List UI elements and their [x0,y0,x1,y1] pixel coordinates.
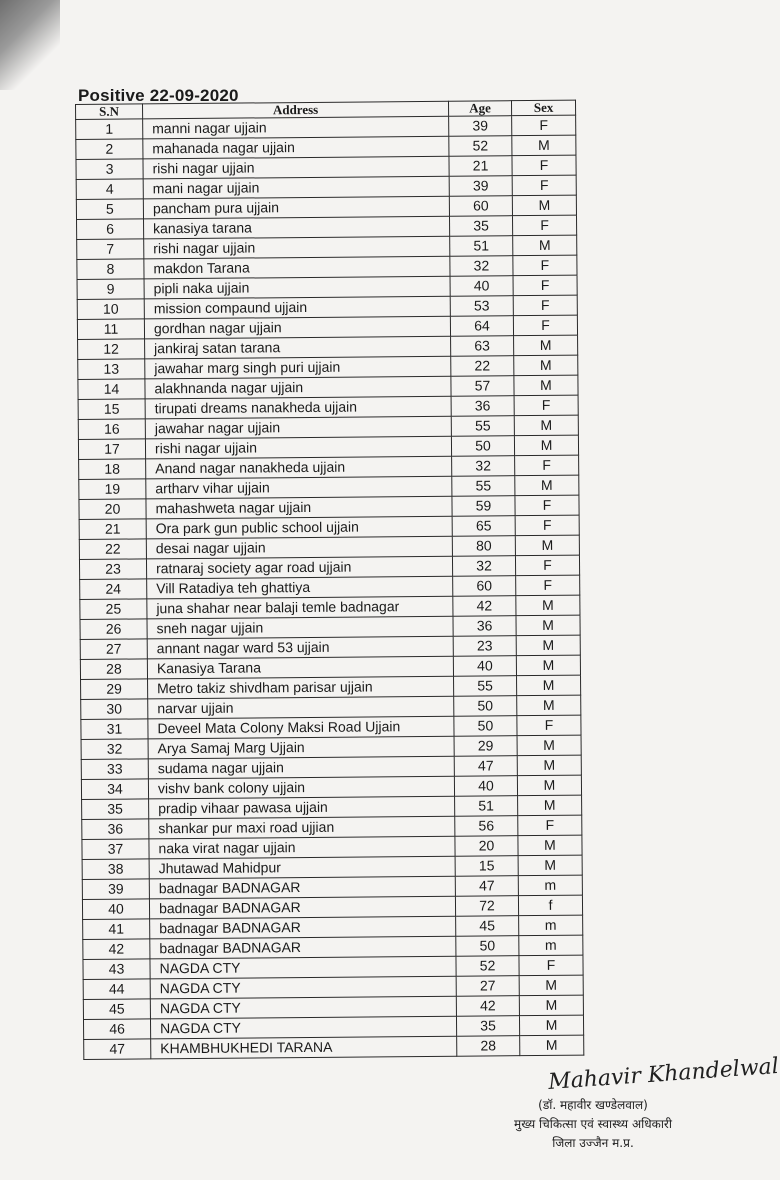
cell-sn: 36 [82,819,149,840]
cell-sex: F [513,255,577,276]
cell-address: badnagar BADNAGAR [149,876,455,899]
cell-age: 21 [449,156,512,177]
cell-age: 47 [455,876,518,897]
cell-sex: M [517,755,581,776]
cell-address: annant nagar ward 53 ujjain [147,636,453,659]
stamp-district: जिला उज्जैन म.प्र. [552,1136,634,1150]
cell-address: manni nagar ujjain [143,116,449,139]
cell-sn: 22 [79,539,146,560]
cell-sn: 6 [77,219,144,240]
cell-age: 55 [454,676,517,697]
cell-age: 55 [452,476,515,497]
cell-age: 40 [454,776,517,797]
cell-age: 40 [450,276,513,297]
cell-age: 51 [450,236,513,257]
cell-sn: 30 [81,699,148,720]
cell-sn: 10 [77,299,144,320]
cell-address: NAGDA CTY [150,956,456,979]
cell-address: sneh nagar ujjain [147,616,453,639]
cell-address: NAGDA CTY [150,976,456,999]
cell-address: mahashweta nagar ujjain [146,496,452,519]
cell-sn: 28 [80,659,147,680]
cell-sn: 43 [83,959,150,980]
cell-address: NAGDA CTY [150,996,456,1019]
cell-address: pipli naka ujjain [144,276,450,299]
cell-age: 40 [453,656,516,677]
cell-address: artharv vihar ujjain [146,476,452,499]
cell-address: Ora park gun public school ujjain [146,516,452,539]
cell-sn: 37 [82,839,149,860]
cell-address: sudama nagar ujjain [148,756,454,779]
cell-address: badnagar BADNAGAR [150,916,456,939]
cell-sex: M [512,135,576,156]
cell-sex: M [519,1015,583,1036]
cell-sn: 11 [77,319,144,340]
cell-sex: M [514,415,578,436]
cell-sn: 21 [79,519,146,540]
table-body [76,115,584,1059]
cell-sn: 8 [77,259,144,280]
page-corner-shadow [0,0,60,90]
cell-sex: F [512,115,576,136]
cell-sex: m [519,935,583,956]
cell-sn: 5 [76,199,143,220]
stamp-name: (डॉ. महावीर खण्डेलवाल) [538,1098,648,1112]
cell-sex: M [518,795,582,816]
cell-sn: 15 [78,399,145,420]
cell-sn: 3 [76,159,143,180]
cell-age: 29 [454,736,517,757]
cell-sex: m [519,915,583,936]
cell-address: Vill Ratadiya teh ghattiya [147,576,453,599]
cell-sex: F [513,315,577,336]
cell-address: vishv bank colony ujjain [148,776,454,799]
cell-age: 56 [455,816,518,837]
cell-sex: M [515,535,579,556]
cell-sn: 19 [79,479,146,500]
cell-address: rishi nagar ujjain [145,436,451,459]
cell-age: 35 [456,1016,519,1037]
cell-age: 32 [450,256,513,277]
positive-cases-sheet [75,100,583,1060]
cell-address: KHAMBHUKHEDI TARANA [151,1036,457,1059]
cell-address: mani nagar ujjain [143,176,449,199]
cell-sex: F [515,455,579,476]
cell-sn: 39 [82,879,149,900]
cell-sex: F [513,275,577,296]
cell-age: 52 [449,136,512,157]
cell-sn: 13 [78,359,145,380]
cell-sn: 9 [77,279,144,300]
cell-address: jawahar nagar ujjain [145,416,451,439]
cell-age: 57 [451,376,514,397]
cell-age: 72 [455,896,518,917]
cell-sn: 41 [83,919,150,940]
cell-sn: 35 [82,799,149,820]
cell-sn: 17 [78,439,145,460]
cell-sn: 29 [81,679,148,700]
cell-sn: 46 [83,1019,150,1040]
cell-age: 23 [453,636,516,657]
cell-sex: M [516,595,580,616]
cell-address: naka virat nagar ujjain [149,836,455,859]
cell-sn: 24 [80,579,147,600]
cell-age: 36 [453,616,516,637]
cell-address: kanasiya tarana [144,216,450,239]
cell-address: Anand nagar nanakheda ujjain [146,456,452,479]
cell-sn: 27 [80,639,147,660]
cell-sex: F [515,495,579,516]
cell-age: 52 [456,956,519,977]
cell-age: 60 [453,576,516,597]
cell-age: 50 [454,716,517,737]
cell-sex: M [518,855,582,876]
cell-sex: F [516,575,580,596]
cell-address: Metro takiz shivdham parisar ujjain [148,676,454,699]
cell-address: makdon Tarana [144,256,450,279]
cell-age: 50 [451,436,514,457]
cell-address: badnagar BADNAGAR [149,896,455,919]
cell-age: 32 [452,556,515,577]
cell-sex: F [513,295,577,316]
column-header-sex: Sex [511,100,575,116]
cell-age: 39 [449,116,512,137]
cell-sn: 18 [79,459,146,480]
positive-cases-table [75,100,584,1060]
cell-address: rishi nagar ujjain [144,236,450,259]
cell-sn: 31 [81,719,148,740]
cell-age: 47 [454,756,517,777]
cell-age: 27 [456,976,519,997]
cell-sn: 40 [82,899,149,920]
column-header-sn: S.N [76,104,143,120]
cell-address: NAGDA CTY [150,1016,456,1039]
report-heading: Positive 22-09-2020 [78,86,239,105]
cell-sex: F [515,515,579,536]
cell-age: 39 [449,176,512,197]
cell-sex: F [512,175,576,196]
cell-age: 28 [457,1036,520,1057]
cell-sex: M [517,735,581,756]
cell-sex: M [518,835,582,856]
cell-sn: 38 [82,859,149,880]
cell-sex: m [518,875,582,896]
cell-age: 22 [451,356,514,377]
cell-address: rishi nagar ujjain [143,156,449,179]
cell-age: 80 [452,536,515,557]
cell-sex: F [518,815,582,836]
cell-age: 63 [451,336,514,357]
cell-address: Jhutawad Mahidpur [149,856,455,879]
cell-address: shankar pur maxi road ujjian [149,816,455,839]
cell-sex: F [514,395,578,416]
cell-age: 15 [455,856,518,877]
column-header-address: Address [143,101,449,119]
cell-sn: 42 [83,939,150,960]
cell-sex: M [517,695,581,716]
cell-address: alakhnanda nagar ujjain [145,376,451,399]
cell-address: tirupati dreams nanakheda ujjain [145,396,451,419]
cell-sex: M [514,355,578,376]
cell-sex: M [516,655,580,676]
cell-address: Kanasiya Tarana [147,656,453,679]
cell-address: pradip vihaar pawasa ujjain [149,796,455,819]
cell-address: Arya Samaj Marg Ujjain [148,736,454,759]
stamp-designation: मुख्य चिकित्सा एवं स्वास्थ्य अधिकारी [514,1117,672,1131]
cell-address: jawahar marg singh puri ujjain [145,356,451,379]
cell-age: 60 [449,196,512,217]
cell-sn: 2 [76,139,143,160]
cell-sex: M [519,975,583,996]
cell-sex: F [512,155,576,176]
handwritten-signature: Mahavir Khandelwal [547,1053,780,1096]
cell-address: narvar ujjain [148,696,454,719]
cell-sex: M [517,675,581,696]
cell-sn: 45 [83,999,150,1020]
cell-age: 45 [456,916,519,937]
cell-sex: M [514,335,578,356]
cell-sex: M [516,635,580,656]
cell-age: 59 [452,496,515,517]
cell-sex: M [520,1035,584,1056]
cell-age: 53 [450,296,513,317]
cell-sn: 7 [77,239,144,260]
cell-sex: M [516,615,580,636]
cell-sn: 12 [78,339,145,360]
cell-address: gordhan nagar ujjain [144,316,450,339]
cell-sn: 4 [76,179,143,200]
cell-age: 35 [449,216,512,237]
cell-address: Deveel Mata Colony Maksi Road Ujjain [148,716,454,739]
cell-sn: 33 [81,759,148,780]
cell-sex: F [512,215,576,236]
table-row [84,1035,584,1059]
cell-sex: M [512,195,576,216]
cell-sex: F [519,955,583,976]
cell-sn: 1 [76,119,143,140]
cell-sex: M [519,995,583,1016]
cell-sex: M [517,775,581,796]
cell-sn: 23 [79,559,146,580]
cell-address: badnagar BADNAGAR [150,936,456,959]
cell-sn: 25 [80,599,147,620]
cell-address: mahanada nagar ujjain [143,136,449,159]
cell-age: 42 [453,596,516,617]
cell-sn: 44 [83,979,150,1000]
cell-address: ratnaraj society agar road ujjain [146,556,452,579]
cell-sn: 47 [84,1039,151,1060]
cell-age: 20 [455,836,518,857]
cell-age: 64 [450,316,513,337]
officer-stamp [488,1096,698,1153]
cell-sex: M [514,375,578,396]
cell-address: jankiraj satan tarana [145,336,451,359]
cell-sn: 20 [79,499,146,520]
cell-sex: M [513,235,577,256]
cell-address: pancham pura ujjain [143,196,449,219]
cell-sex: F [515,555,579,576]
cell-address: mission compaund ujjain [144,296,450,319]
cell-age: 65 [452,516,515,537]
cell-age: 55 [451,416,514,437]
column-header-age: Age [448,101,511,117]
cell-age: 51 [455,796,518,817]
cell-sex: f [518,895,582,916]
cell-sex: F [517,715,581,736]
cell-age: 32 [452,456,515,477]
cell-sex: M [515,475,579,496]
cell-address: juna shahar near balaji temle badnagar [147,596,453,619]
cell-age: 36 [451,396,514,417]
cell-sn: 16 [78,419,145,440]
cell-sex: M [514,435,578,456]
cell-sn: 32 [81,739,148,760]
cell-age: 42 [456,996,519,1017]
cell-age: 50 [454,696,517,717]
cell-age: 50 [456,936,519,957]
cell-address: desai nagar ujjain [146,536,452,559]
cell-sn: 34 [81,779,148,800]
cell-sn: 14 [78,379,145,400]
cell-sn: 26 [80,619,147,640]
